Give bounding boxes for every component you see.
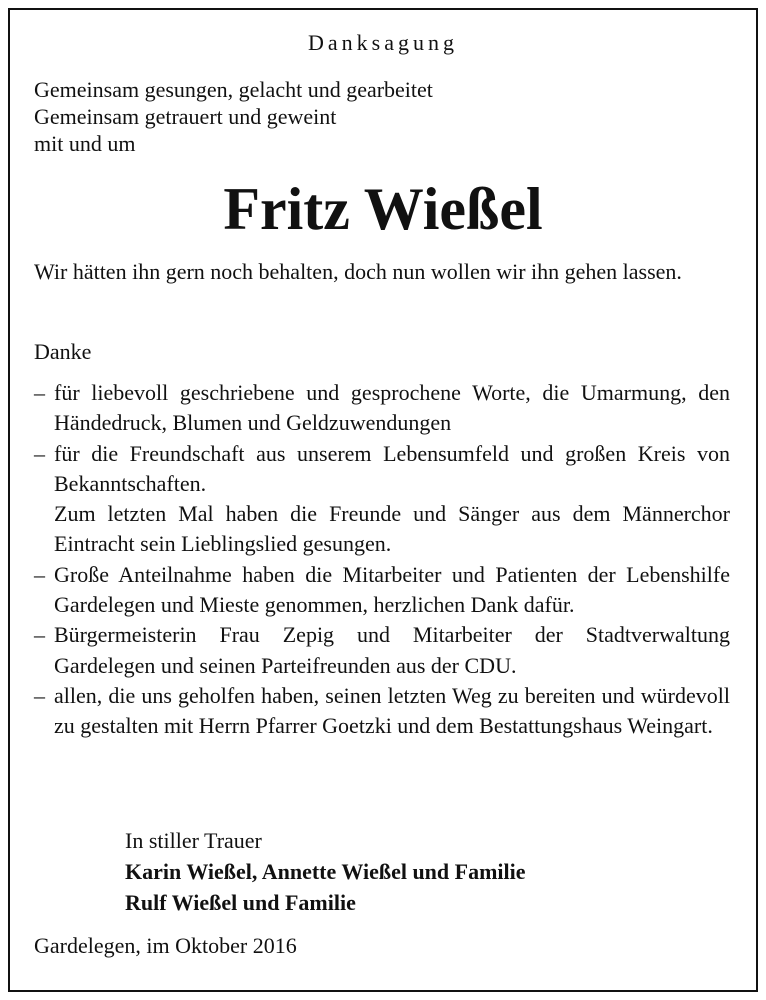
list-dash: – [34,440,45,466]
list-item-text: Bürgermeisterin Frau Zepig und Mitarbeiter der Stadtverwaltung Gardelegen und seinen Parteifreunden aus der CDU. [54,622,730,678]
list-item [34,681,730,742]
list-item-text: für liebevoll geschriebene und gesprochene Worte, die Umarmung, den Händedruck, Blumen und Geldzuwendungen [54,380,730,436]
list-item [34,439,730,560]
list-item [34,378,730,439]
list-dash: – [34,622,45,648]
thanks-list [34,378,730,742]
intro-line: mit und um [34,131,136,156]
list-item-extra-text: Zum letzten Mal haben die Freunde und Sänger aus dem Männerchor Eintracht sein Lieblingslied gesungen. [54,501,730,557]
signature-block [125,825,526,918]
list-item-text: Große Anteilnahme haben die Mitarbeiter und Patienten der Lebenshilfe Gardelegen und Mieste genommen, herzlichen Dank dafür. [54,561,730,618]
thanks-label: Danke [34,339,92,364]
intro-paragraph: Wir hätten ihn gern noch behalten, doch nun wollen wir ihn gehen lassen. [34,259,682,284]
list-dash: – [34,561,45,587]
list-item-text: für die Freundschaft aus unserem Lebensumfeld und großen Kreis von Bekanntschaften. [54,440,730,496]
intro-line: Gemeinsam getrauert und geweint [34,104,337,129]
signature-intro: In stiller Trauer [125,828,262,853]
place-date: Gardelegen, im Oktober 2016 [34,933,297,958]
notice-heading: Danksagung [308,30,458,55]
intro-verse [34,76,433,157]
list-item [34,560,730,621]
list-item-text: allen, die uns geholfen haben, seinen letzten Weg zu bereiten und würdevoll zu gestalten mit Herrn Pfarrer Goetzki und dem Bestattungshaus Weingart. [54,682,730,739]
intro-line: Gemeinsam gesungen, gelacht und gearbeitet [34,77,433,102]
list-dash: – [34,682,45,708]
deceased-name: Fritz Wießel [223,176,543,242]
signature-family-line: Rulf Wießel und Familie [125,890,356,915]
list-dash: – [34,380,45,405]
list-item [34,620,730,681]
signature-family-line: Karin Wießel, Annette Wießel und Familie [125,859,526,884]
